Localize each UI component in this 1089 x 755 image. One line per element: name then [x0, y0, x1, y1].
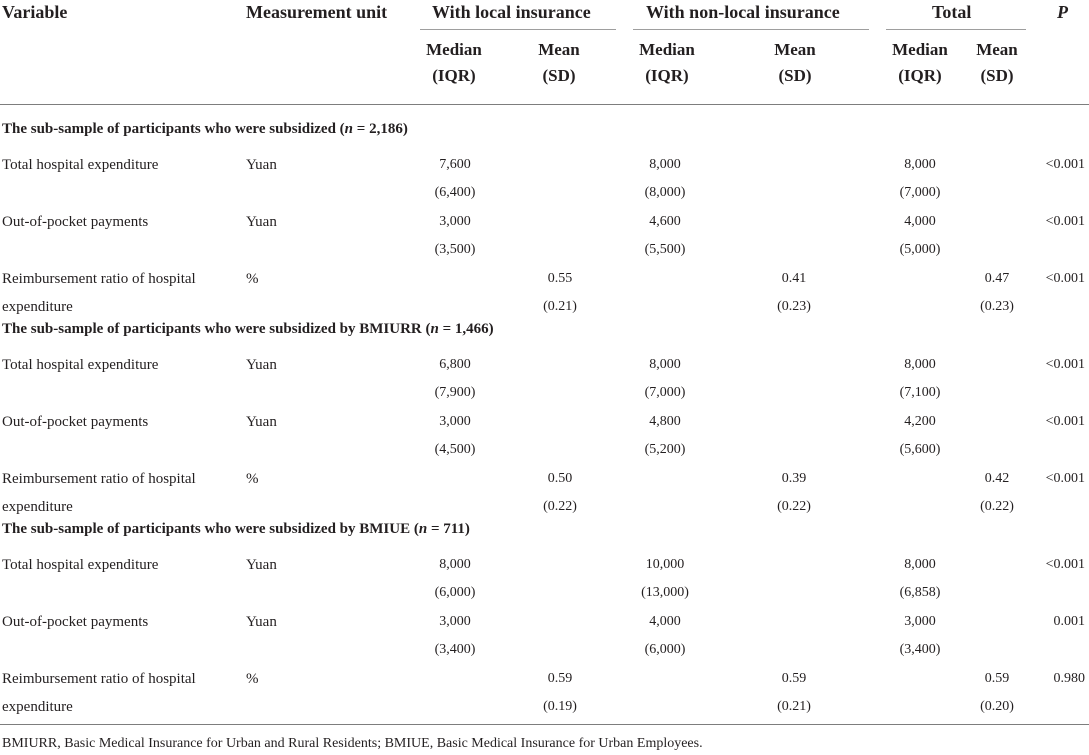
section-title-text: The sub-sample of participants who were subsidized (	[2, 121, 345, 137]
row-label-continued: expenditure	[2, 699, 73, 715]
cell-lmean: 0.55	[547, 271, 573, 286]
cell-lsd: (0.19)	[543, 699, 577, 714]
cell-lsd: (0.21)	[543, 299, 577, 314]
cell-tiqr: (5,600)	[899, 442, 941, 457]
table-footnote: BMIURR, Basic Medical Insurance for Urban and Rural Residents; BMIUE, Basic Medical Insurance for Urban Employees.	[2, 736, 703, 751]
subheader-sd-word: (SD)	[980, 66, 1014, 85]
cell-tmean: 0.59	[984, 671, 1010, 686]
cell-liqr: (4,500)	[434, 442, 476, 457]
cell-lm: 3,000	[439, 614, 471, 629]
cell-lm: 3,000	[439, 414, 471, 429]
subheader-total-mean	[964, 37, 1030, 89]
cell-tiqr: (3,400)	[899, 642, 941, 657]
section-title-text: The sub-sample of participants who were subsidized by BMIURR (	[2, 321, 431, 337]
subheader-mean-word: Mean	[774, 40, 816, 59]
cell-niqr: (8,000)	[644, 185, 686, 200]
row-label-continued: expenditure	[2, 499, 73, 515]
cell-nsd: (0.23)	[777, 299, 811, 314]
header-total: Total	[932, 2, 972, 22]
row-unit: %	[246, 471, 259, 487]
section-title-n: n	[344, 121, 354, 137]
cell-tmean: 0.47	[984, 271, 1010, 286]
row-unit: Yuan	[246, 357, 277, 373]
subheader-median-word: Median	[639, 40, 695, 59]
cell-nm: 4,600	[649, 214, 681, 229]
cell-tiqr: (5,000)	[899, 242, 941, 257]
cell-liqr: (7,900)	[434, 385, 476, 400]
group-underline-local	[420, 29, 616, 30]
row-label: Total hospital expenditure	[2, 157, 159, 173]
row-unit: Yuan	[246, 614, 277, 630]
group-underline-nonlocal	[633, 29, 869, 30]
subheader-iqr-word: (IQR)	[432, 66, 476, 85]
row-unit: Yuan	[246, 557, 277, 573]
row-label: Out-of-pocket payments	[2, 414, 149, 430]
header-with-local-insurance: With local insurance	[432, 2, 591, 22]
cell-tm: 8,000	[904, 157, 936, 172]
cell-tmean: 0.42	[984, 471, 1010, 486]
cell-niqr: (6,000)	[644, 642, 686, 657]
header-variable: Variable	[2, 2, 68, 22]
cell-tiqr: (7,100)	[899, 385, 941, 400]
subheader-mean-word: Mean	[976, 40, 1018, 59]
subheader-iqr-word: (IQR)	[645, 66, 689, 85]
cell-tiqr: (6,858)	[899, 585, 941, 600]
row-label: Reimbursement ratio of hospital	[2, 271, 196, 287]
row-label-continued: expenditure	[2, 299, 73, 315]
cell-p-value: <0.001	[1045, 414, 1085, 429]
cell-tm: 4,200	[904, 414, 936, 429]
cell-nm: 4,000	[649, 614, 681, 629]
section-title-count: = 1,466)	[438, 321, 494, 337]
header-with-non-local-insurance: With non-local insurance	[646, 2, 840, 22]
cell-tsd: (0.23)	[980, 299, 1014, 314]
subheader-nonlocal-median	[629, 37, 705, 89]
cell-p-value: 0.980	[1053, 671, 1085, 686]
row-unit: %	[246, 671, 259, 687]
cell-tm: 8,000	[904, 357, 936, 372]
section-title-n: n	[418, 521, 428, 537]
header-p: P	[1057, 2, 1068, 22]
section-title-count: = 711)	[427, 521, 470, 537]
row-unit: Yuan	[246, 414, 277, 430]
row-label: Total hospital expenditure	[2, 557, 159, 573]
row-label: Reimbursement ratio of hospital	[2, 471, 196, 487]
cell-lmean: 0.50	[547, 471, 573, 486]
cell-niqr: (5,500)	[644, 242, 686, 257]
cell-lm: 7,600	[439, 157, 471, 172]
cell-p-value: <0.001	[1045, 271, 1085, 286]
cell-lm: 6,800	[439, 357, 471, 372]
cell-niqr: (7,000)	[644, 385, 686, 400]
cell-lmean: 0.59	[547, 671, 573, 686]
cell-p-value: <0.001	[1045, 157, 1085, 172]
row-label: Total hospital expenditure	[2, 357, 159, 373]
cell-p-value: <0.001	[1045, 214, 1085, 229]
cell-tm: 4,000	[904, 214, 936, 229]
row-unit: Yuan	[246, 214, 277, 230]
subheader-nonlocal-mean	[762, 37, 828, 89]
cell-lm: 8,000	[439, 557, 471, 572]
cell-p-value: <0.001	[1045, 357, 1085, 372]
subheader-local-median	[416, 37, 492, 89]
row-label: Out-of-pocket payments	[2, 214, 149, 230]
cell-tsd: (0.20)	[980, 699, 1014, 714]
bottom-rule	[0, 724, 1089, 725]
subheader-median-word: Median	[892, 40, 948, 59]
cell-tsd: (0.22)	[980, 499, 1014, 514]
cell-nmean: 0.41	[781, 271, 807, 286]
subheader-median-word: Median	[426, 40, 482, 59]
section-title	[2, 322, 494, 337]
cell-nsd: (0.21)	[777, 699, 811, 714]
cell-nmean: 0.59	[781, 671, 807, 686]
subheader-sd-word: (SD)	[778, 66, 812, 85]
subheader-iqr-word: (IQR)	[898, 66, 942, 85]
subheader-sd-word: (SD)	[542, 66, 576, 85]
cell-tm: 3,000	[904, 614, 936, 629]
row-label: Out-of-pocket payments	[2, 614, 149, 630]
cell-p-value: <0.001	[1045, 471, 1085, 486]
cell-niqr: (5,200)	[644, 442, 686, 457]
subheader-total-median	[882, 37, 958, 89]
row-label: Reimbursement ratio of hospital	[2, 671, 196, 687]
cell-lsd: (0.22)	[543, 499, 577, 514]
cell-nmean: 0.39	[781, 471, 807, 486]
group-underline-total	[886, 29, 1026, 30]
cell-tiqr: (7,000)	[899, 185, 941, 200]
row-unit: %	[246, 271, 259, 287]
subheader-local-mean	[526, 37, 592, 89]
cell-liqr: (6,000)	[434, 585, 476, 600]
cell-nm: 4,800	[649, 414, 681, 429]
subheader-mean-word: Mean	[538, 40, 580, 59]
section-title	[2, 522, 470, 537]
row-unit: Yuan	[246, 157, 277, 173]
cell-nm: 10,000	[645, 557, 685, 572]
cell-nm: 8,000	[649, 157, 681, 172]
cell-p-value: 0.001	[1053, 614, 1085, 629]
cell-niqr: (13,000)	[641, 585, 689, 600]
header-measurement-unit: Measurement unit	[246, 2, 388, 22]
cell-tm: 8,000	[904, 557, 936, 572]
section-title-n: n	[430, 321, 439, 337]
cell-liqr: (3,400)	[434, 642, 476, 657]
section-title	[2, 122, 408, 137]
cell-lm: 3,000	[439, 214, 471, 229]
cell-liqr: (3,500)	[434, 242, 476, 257]
cell-nm: 8,000	[649, 357, 681, 372]
cell-liqr: (6,400)	[434, 185, 476, 200]
section-title-text: The sub-sample of participants who were subsidized by BMIUE (	[2, 521, 419, 537]
cell-nsd: (0.22)	[777, 499, 811, 514]
header-rule	[0, 104, 1089, 105]
section-title-count: = 2,186)	[353, 121, 408, 137]
cell-p-value: <0.001	[1045, 557, 1085, 572]
